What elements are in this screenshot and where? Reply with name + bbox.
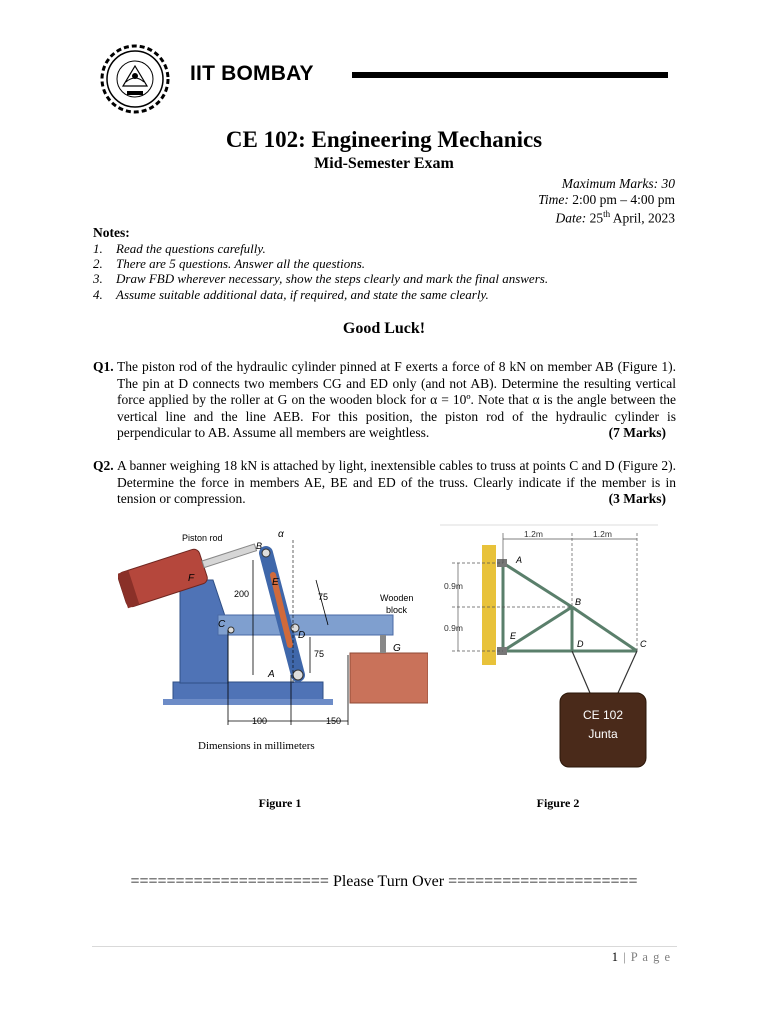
question-marks: (3 Marks) xyxy=(608,491,666,507)
label-e: E xyxy=(510,631,517,641)
question-text: A banner weighing 18 kN is attached by light, inextensible cables to truss at points C and D (Figure 2). Determine the force in members AE, BE and ED of the truss. Clearly indicate if the member is in tension or compression. (3 Marks) xyxy=(117,458,676,507)
page-label: | P a g e xyxy=(619,950,671,964)
label-d: D xyxy=(577,639,584,649)
banner-line-1: CE 102 xyxy=(582,708,624,722)
page-number: 1 xyxy=(611,950,620,964)
wooden-block xyxy=(350,653,428,703)
figure-2-truss xyxy=(440,523,658,770)
cable-d xyxy=(572,651,590,693)
label-100: 100 xyxy=(252,716,268,726)
label-block: block xyxy=(386,605,408,615)
label-a: A xyxy=(268,669,275,680)
label-g: G xyxy=(393,643,401,654)
page-subtitle: Mid-Semester Exam xyxy=(314,155,454,172)
label-e: E xyxy=(272,577,279,588)
label-150: 150 xyxy=(326,716,342,726)
label-200: 200 xyxy=(234,589,250,599)
exam-date: Date: 25th April, 2023 xyxy=(555,209,675,226)
label-span-2: 1.2m xyxy=(593,529,612,539)
label-c: C xyxy=(640,639,647,649)
label-dimensions-note: Dimensions in millimeters xyxy=(198,740,315,752)
label-c: C xyxy=(218,619,226,630)
label-f: F xyxy=(188,573,195,584)
label-b: B xyxy=(575,597,582,607)
pin-c xyxy=(228,627,234,633)
label-alpha: α xyxy=(278,529,284,540)
figure-2-caption: Figure 2 xyxy=(536,796,580,810)
page-title: CE 102: Engineering Mechanics xyxy=(225,127,543,152)
label-d: D xyxy=(298,630,306,641)
question-number: Q2. xyxy=(93,458,114,473)
piston-rod xyxy=(202,544,256,568)
base-plate xyxy=(163,699,333,705)
label-piston-rod: Piston rod xyxy=(182,533,223,543)
header-rule xyxy=(352,72,668,78)
pin-b xyxy=(262,549,270,557)
good-luck-message: Good Luck! xyxy=(342,320,426,337)
note-item: 2. There are 5 questions. Answer all the questions. xyxy=(93,256,366,271)
max-marks: Maximum Marks: 30 xyxy=(561,176,675,191)
iit-bombay-seal-icon xyxy=(98,42,172,116)
label-b: B xyxy=(256,541,263,551)
label-wooden: Wooden xyxy=(380,593,414,603)
question-text: The piston rod of the hydraulic cylinder pinned at F exerts a force of 8 kN on member AB (Figure 1). The pin at D connects two members CG and ED only (and not AB). Determine the resulting vertical force applied by the roller at G on the wooden block for α = 10º. Note that α is the angle between the vertical line and the line AEB. For this position, the piston rod of the hydraulic cylinder is perpendicular to AB. Assume all members are weightless. (7 Marks) xyxy=(117,359,676,441)
label-75-lower: 75 xyxy=(314,649,325,659)
institute-brand: IIT BOMBAY xyxy=(190,62,314,85)
question-number: Q1. xyxy=(93,359,114,374)
note-item: 3. Draw FBD wherever necessary, show the steps clearly and mark the final answers. xyxy=(93,271,549,286)
footer-rule xyxy=(92,946,677,947)
roller-g xyxy=(380,635,386,653)
exam-time: Time: 2:00 pm – 4:00 pm xyxy=(538,192,675,207)
label-height-2: 0.9m xyxy=(444,623,463,633)
note-item: 1. Read the questions carefully. xyxy=(93,241,266,256)
notes-heading: Notes: xyxy=(93,225,130,240)
label-height-1: 0.9m xyxy=(444,581,463,591)
figure-1-caption: Figure 1 xyxy=(258,796,302,810)
question-1 xyxy=(93,359,676,442)
question-marks: (7 Marks) xyxy=(608,425,666,441)
page-footer xyxy=(612,950,671,965)
label-span-1: 1.2m xyxy=(524,529,543,539)
label-75-upper: 75 xyxy=(318,592,329,602)
banner-line-2: Junta xyxy=(588,727,618,741)
member-ab xyxy=(503,563,572,607)
horizontal-arm xyxy=(218,615,393,635)
figure-1-hydraulic-mechanism xyxy=(118,525,428,765)
member-be xyxy=(503,607,572,651)
cable-c xyxy=(618,651,637,693)
pin-a xyxy=(293,670,303,680)
label-a: A xyxy=(516,555,523,565)
please-turn-over: ====================== Please Turn Over ===================== xyxy=(130,873,638,890)
question-2 xyxy=(93,458,676,508)
note-item: 4. Assume suitable additional data, if required, and state the same clearly. xyxy=(93,287,489,302)
